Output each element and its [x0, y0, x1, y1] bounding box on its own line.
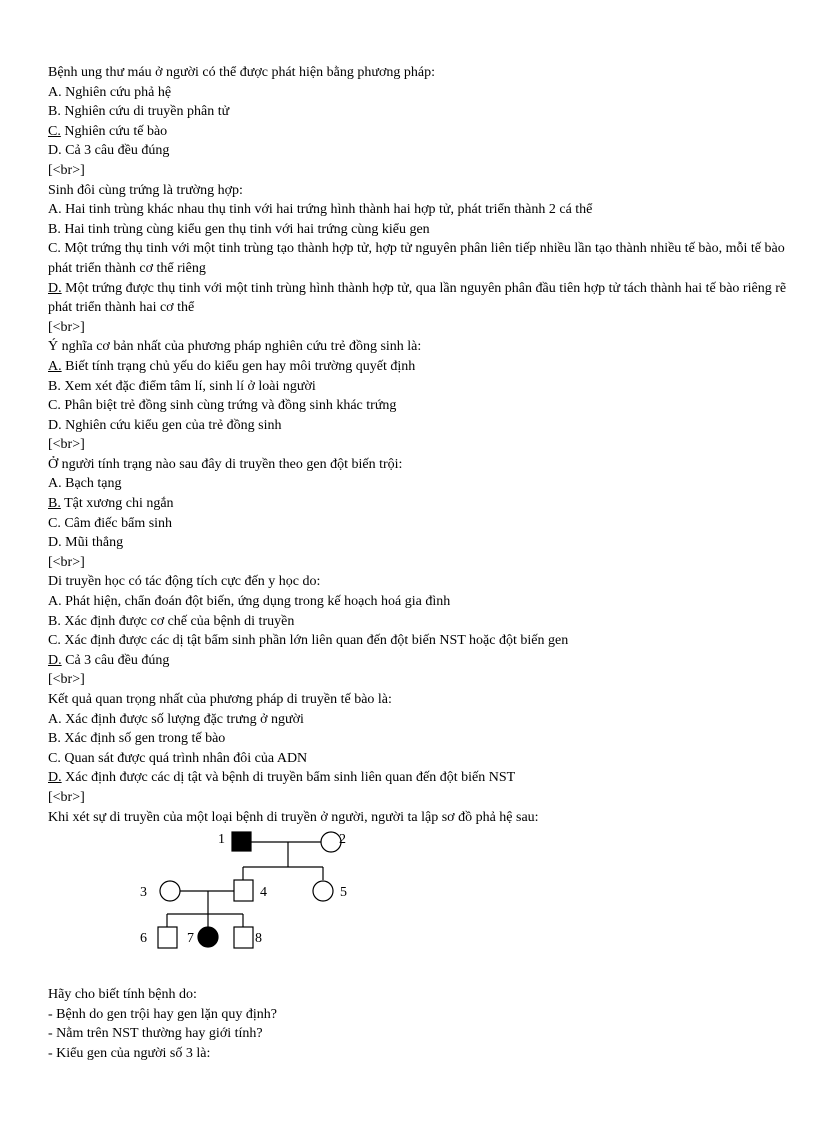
option-letter: A. [48, 84, 62, 100]
pedigree-label-2: 2 [339, 832, 346, 847]
option-letter: B. [48, 378, 61, 394]
option-letter: B. [48, 731, 61, 747]
option-text: Một trứng thụ tinh với một tinh trùng tạo thành hợp tử, hợp tử nguyên phân liên tiếp nhiều lần tạo thành nhiều tế bào, mỗi tế bào phát triển thành cơ thể riêng [48, 241, 785, 276]
option-letter: A. [48, 711, 62, 727]
question-stem: Bệnh ung thư máu ở người có thể được phát hiện bằng phương pháp: [48, 65, 435, 80]
option-b [48, 729, 788, 749]
option-text: Câm điếc bẩm sinh [64, 515, 173, 531]
option-text: Xác định được các dị tật và bệnh di truyền bẩm sinh liên quan đến đột biến NST [65, 770, 516, 786]
option-b [48, 377, 788, 397]
document-body [48, 63, 788, 827]
option-letter: C. [48, 398, 61, 414]
option-text: Phát hiện, chẩn đoán đột biến, ứng dụng trong kế hoạch hoá gia đình [65, 594, 451, 610]
option-letter: D. [48, 143, 62, 159]
pedigree-label-3: 3 [140, 885, 147, 900]
separator: [<br>] [48, 672, 85, 688]
option-text: Xem xét đặc điểm tâm lí, sinh lí ở loài người [64, 378, 316, 394]
option-text: Xác định được các dị tật bẩm sinh phần lớn liên quan đến đột biến NST hoặc đột biến gen [64, 633, 569, 649]
option-d [48, 533, 788, 553]
option-a [48, 710, 788, 730]
option-text: Bạch tạng [65, 476, 122, 492]
option-c [48, 239, 788, 278]
pedigree-question-intro: Hãy cho biết tính bệnh do: [48, 987, 197, 1002]
option-text: Nghiên cứu kiểu gen của trẻ đồng sinh [65, 417, 282, 433]
option-text: Tật xương chi ngắn [64, 496, 174, 512]
separator: [<br>] [48, 554, 85, 570]
option-letter: A. [48, 202, 62, 218]
option-letter-correct: D. [48, 652, 62, 668]
pedigree-question-item: - Bệnh do gen trội hay gen lặn quy định? [48, 1006, 278, 1022]
pedigree-individual-1-affected-male [232, 832, 251, 851]
option-letter-correct: B. [48, 496, 61, 512]
option-d [48, 141, 788, 161]
option-letter: D. [48, 417, 62, 433]
pedigree-individual-2-female [321, 832, 341, 852]
question-stem: Ở người tính trạng nào sau đây di truyền theo gen đột biến trội: [48, 456, 403, 472]
question-stem: Ý nghĩa cơ bản nhất của phương pháp nghiên cứu trẻ đồng sinh là: [48, 339, 422, 355]
option-letter-correct: D. [48, 280, 62, 296]
option-text: Xác định được số lượng đặc trưng ở người [65, 711, 304, 727]
option-letter: C. [48, 750, 61, 766]
option-a [48, 200, 788, 220]
separator: [<br>] [48, 319, 85, 335]
pedigree-question-item: - Nằm trên NST thường hay giới tính? [48, 1026, 263, 1042]
pedigree-intro: Khi xét sự di truyền của một loại bệnh di truyền ở người, người ta lập sơ đồ phả hệ sau: [48, 809, 539, 825]
separator: [<br>] [48, 162, 85, 178]
pedigree-individual-6-male [158, 927, 177, 948]
pedigree-label-1: 1 [218, 832, 225, 847]
pedigree-individual-4-male [234, 880, 253, 901]
pedigree-individual-7-affected-female [198, 927, 218, 947]
option-d [48, 651, 788, 671]
option-b [48, 220, 788, 240]
option-text: Nghiên cứu tế bào [64, 123, 168, 139]
pedigree-label-6: 6 [140, 931, 147, 946]
question-stem: Sinh đôi cùng trứng là trường hợp: [48, 182, 243, 198]
option-letter: C. [48, 515, 61, 531]
option-d [48, 416, 788, 436]
pedigree-label-5: 5 [340, 885, 347, 900]
pedigree-individual-3-female [160, 881, 180, 901]
option-d [48, 279, 788, 318]
option-text: Biết tính trạng chủ yếu do kiểu gen hay môi trường quyết định [65, 358, 416, 374]
pedigree-label-4: 4 [260, 885, 267, 900]
option-text: Phân biệt trẻ đồng sinh cùng trứng và đồng sinh khác trứng [64, 398, 397, 414]
pedigree-questions [48, 985, 788, 1063]
option-letter: B. [48, 613, 61, 629]
pedigree-label-8: 8 [255, 931, 262, 946]
option-a [48, 83, 788, 103]
pedigree-diagram [130, 822, 390, 962]
option-b [48, 612, 788, 632]
option-c [48, 122, 788, 142]
option-b [48, 102, 788, 122]
pedigree-individual-5-female [313, 881, 333, 901]
option-text: Nghiên cứu di truyền phân tử [64, 104, 230, 120]
option-text: Nghiên cứu phả hệ [65, 84, 172, 100]
pedigree-label-7: 7 [187, 931, 194, 946]
option-a [48, 592, 788, 612]
option-text: Hai tinh trùng cùng kiểu gen thụ tinh với hai trứng cùng kiểu gen [64, 221, 430, 237]
option-text: Cả 3 câu đều đúng [65, 143, 170, 159]
option-letter-correct: D. [48, 770, 62, 786]
separator: [<br>] [48, 437, 85, 453]
option-text: Cả 3 câu đều đúng [65, 652, 170, 668]
separator: [<br>] [48, 789, 85, 805]
option-c [48, 514, 788, 534]
question-stem: Di truyền học có tác động tích cực đến y học do: [48, 574, 321, 590]
option-text: Quan sát được quá trình nhân đôi của ADN [64, 750, 308, 766]
option-a [48, 474, 788, 494]
option-letter: A. [48, 594, 62, 610]
option-text: Hai tinh trùng khác nhau thụ tinh với hai trứng hình thành hai hợp tử, phát triển thành 2 cá thể [65, 202, 593, 218]
option-c [48, 396, 788, 416]
pedigree-individual-8-male [234, 927, 253, 948]
option-text: Xác định số gen trong tế bào [64, 731, 226, 747]
option-letter: C. [48, 241, 61, 257]
pedigree-question-item: - Kiểu gen của người số 3 là: [48, 1045, 211, 1061]
option-letter: A. [48, 476, 62, 492]
option-letter: D. [48, 535, 62, 551]
option-text: Mũi thẳng [65, 535, 124, 551]
option-d [48, 768, 788, 788]
option-a [48, 357, 788, 377]
option-text: Một trứng được thụ tinh với một tinh trùng hình thành hợp tử, qua lần nguyên phân đầu tiên hợp tử tách thành hai tế bào riêng rẽ phát triển thành hai cơ thể [48, 280, 787, 316]
option-text: Xác định được cơ chế của bệnh di truyền [64, 613, 295, 629]
option-letter-correct: A. [48, 358, 62, 374]
question-stem: Kết quả quan trọng nhất của phương pháp di truyền tế bào là: [48, 692, 392, 707]
option-letter: C. [48, 633, 61, 649]
option-c [48, 749, 788, 769]
option-c [48, 631, 788, 651]
option-letter: B. [48, 221, 61, 237]
option-letter-correct: C. [48, 123, 61, 139]
option-letter: B. [48, 104, 61, 120]
option-b [48, 494, 788, 514]
